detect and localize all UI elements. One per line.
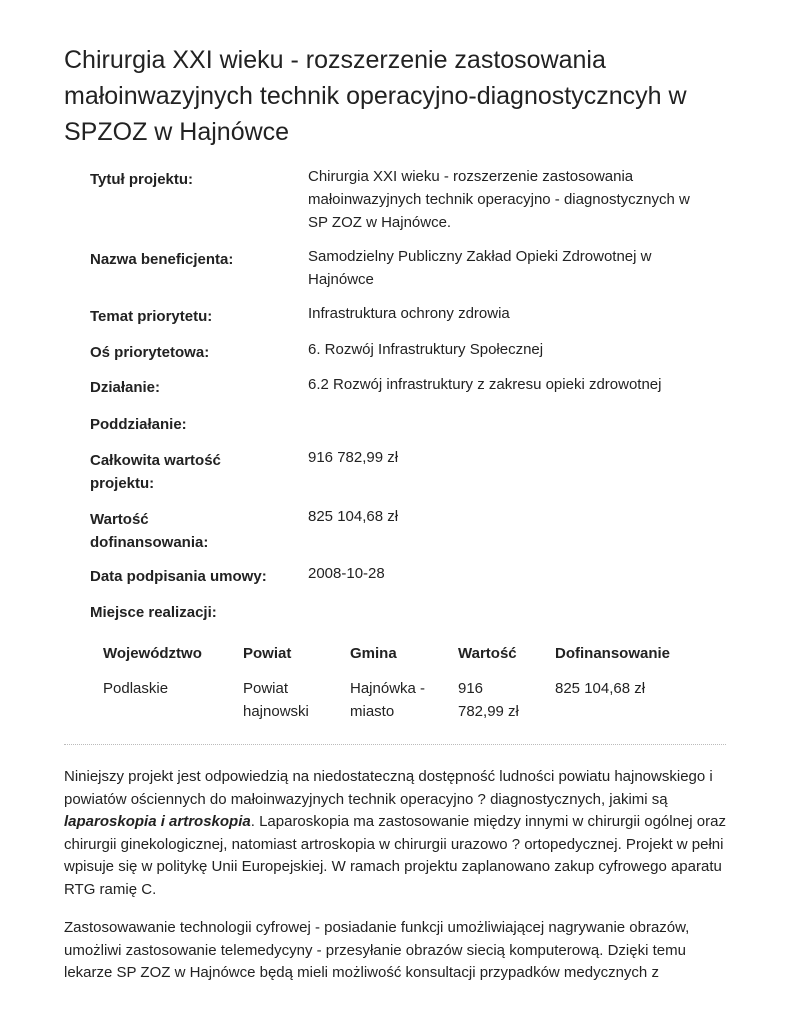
paragraph-text: . Laparoskopia ma zastosowanie między innymi w chirurgii ogólnej oraz chirurgii ginekologicznej, natomiast artroskopia w chirurgii urazowo ? ortopedycznej. Projekt w pełni wpisuje się w politykę Unii Europejskiej. W ramach projektu zaplanowano zakup cyfrowego aparatu RTG ramię C.: [64, 813, 726, 898]
description-paragraph-2: Zastosowawanie technologii cyfrowej - posiadanie funkcji umożliwiającej nagrywanie obrazów, umożliwi zastosowanie telemedycyny - przesyłanie obrazów siecią komputerową. Dzięki temu lekarze SP ZOZ w Hajnówce będą mieli możliwość konsultacji przypadków medycznych z: [64, 919, 690, 981]
page-title: Chirurgia XXI wieku - rozszerzenie zastosowania małoinwazyjnych technik operacyjno-diagnostyczncyh w SPZOZ w Hajnówce: [64, 46, 687, 146]
table-header: Wartość: [458, 645, 517, 662]
field-value: 825 104,68 zł: [308, 508, 399, 525]
table-cell: Powiat hajnowski: [243, 680, 309, 720]
field-value: 6.2 Rozwój infrastruktury z zakresu opieki zdrowotnej: [308, 376, 662, 393]
table-cell: Podlaskie: [103, 680, 169, 697]
project-info: [90, 165, 710, 628]
table-header: Dofinansowanie: [555, 645, 671, 662]
table-header: Województwo: [103, 645, 202, 662]
field-label: Wartość dofinansowania:: [90, 511, 209, 551]
field-label: Oś priorytetowa:: [90, 344, 210, 361]
field-value: [308, 410, 698, 446]
field-row-action: [90, 373, 710, 410]
field-row-funding-value: [90, 505, 710, 562]
field-value: Infrastruktura ochrony zdrowia: [308, 305, 510, 322]
table-header: Powiat: [243, 645, 292, 662]
field-row-subaction: [90, 410, 710, 446]
field-label: Działanie:: [90, 379, 161, 396]
field-value: Samodzielny Publiczny Zakład Opieki Zdrowotnej w Hajnówce: [308, 248, 652, 288]
table-cell: 916 782,99 zł: [458, 680, 519, 720]
field-value: Chirurgia XXI wieku - rozszerzenie zastosowania małoinwazyjnych technik operacyjno - diagnostycznych w SP ZOZ w Hajnówce.: [308, 168, 690, 231]
field-label: Data podpisania umowy:: [90, 568, 267, 585]
field-row-project-title: [90, 165, 710, 245]
field-label: Miejsce realizacji:: [90, 604, 217, 621]
field-label: Nazwa beneficjenta:: [90, 251, 234, 268]
field-value: 6. Rozwój Infrastruktury Społecznej: [308, 341, 544, 358]
description-paragraph: [64, 766, 734, 901]
field-row-priority-axis: [90, 338, 710, 373]
table-cell: 825 104,68 zł: [555, 680, 646, 697]
field-value: [308, 598, 698, 628]
field-row-location: [90, 598, 710, 628]
paragraph-text: Niniejszy projekt jest odpowiedzią na niedostateczną dostępność ludności powiatu hajnowskiego i powiatów ościennych do małoinwazyjnych technik operacyjno ? diagnostycznych, jakimi są: [64, 768, 713, 808]
field-label: Tytuł projektu:: [90, 171, 194, 188]
emphasized-text: laparoskopia i artroskopia: [64, 813, 251, 830]
field-row-priority-topic: [90, 302, 710, 338]
field-label: Poddziałanie:: [90, 416, 187, 433]
field-value: 916 782,99 zł: [308, 449, 399, 466]
table-header: Gmina: [350, 645, 397, 662]
field-row-signing-date: [90, 562, 710, 598]
field-label: Całkowita wartość projektu:: [90, 452, 221, 492]
field-row-beneficiary: [90, 245, 710, 302]
field-label: Temat priorytetu:: [90, 308, 213, 325]
section-divider: [64, 744, 726, 745]
field-value: 2008-10-28: [308, 565, 385, 582]
table-cell: Hajnówka - miasto: [350, 680, 426, 720]
field-row-total-value: [90, 446, 710, 505]
